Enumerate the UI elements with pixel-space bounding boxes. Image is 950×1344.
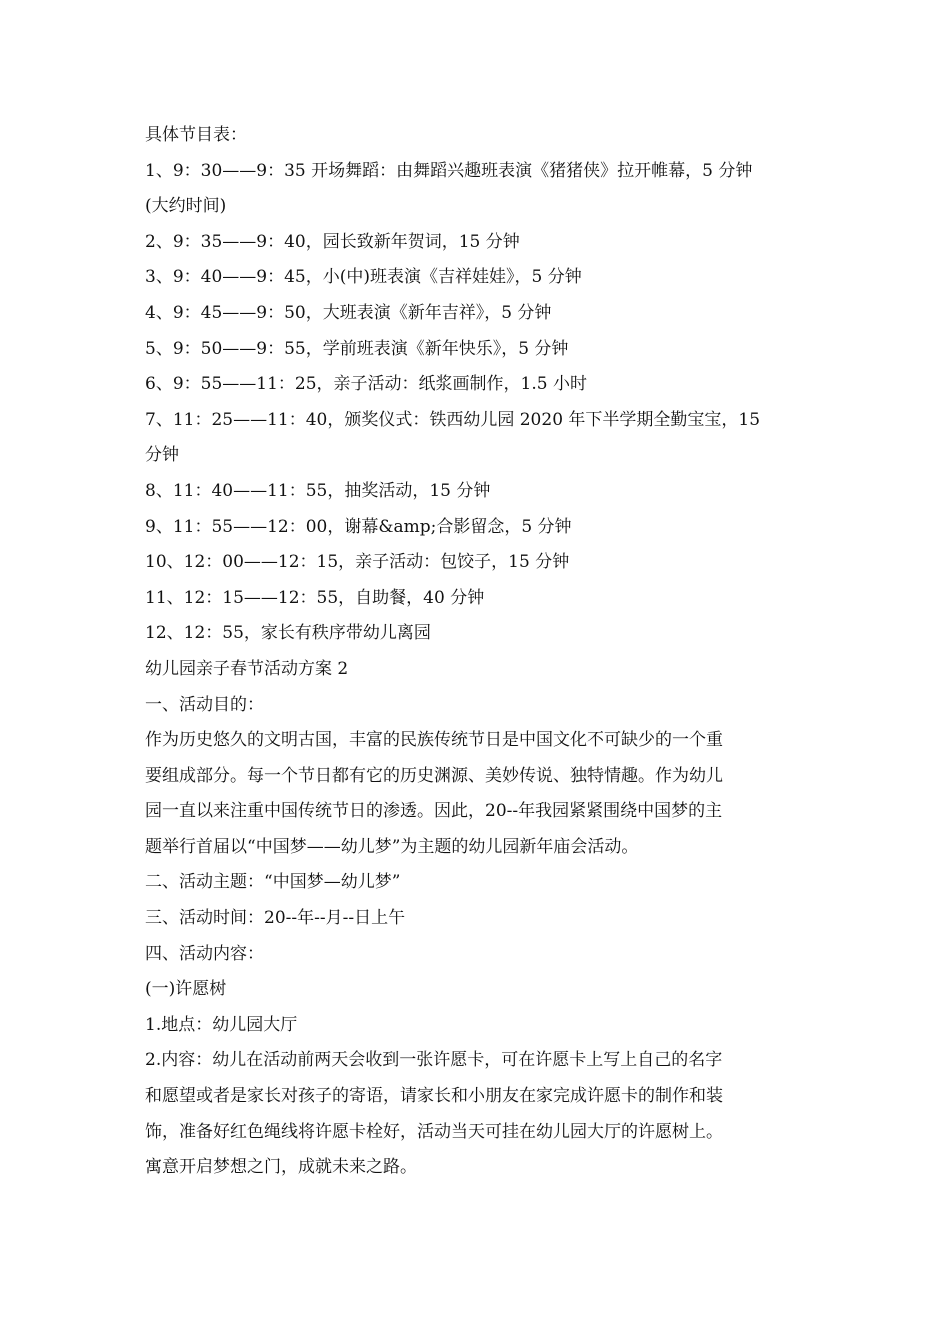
section1-line-4: 题举行首届以“中国梦——幼儿梦”为主题的幼儿园新年庙会活动。 bbox=[145, 836, 639, 857]
sub1-title: (一)许愿树 bbox=[145, 979, 227, 1000]
sub1-location: 1.地点：幼儿园大厅 bbox=[145, 1014, 298, 1035]
schedule-item-3: 3、9：40——9：45，小(中)班表演《吉祥娃娃》，5 分钟 bbox=[145, 267, 582, 288]
schedule-item-4: 4、9：45——9：50，大班表演《新年吉祥》，5 分钟 bbox=[145, 302, 552, 323]
schedule-item-10: 10、12：00——12：15，亲子活动：包饺子，15 分钟 bbox=[145, 552, 570, 573]
sub1-content-line-1: 2.内容：幼儿在活动前两天会收到一张许愿卡，可在许愿卡上写上自己的名字 bbox=[145, 1050, 723, 1071]
sub1-content-line-4: 寓意开启梦想之门，成就未来之路。 bbox=[145, 1157, 417, 1178]
schedule-item-1: 1、9：30——9：35 开场舞蹈：由舞蹈兴趣班表演《猪猪侠》拉开帷幕，5 分钟 bbox=[145, 160, 753, 181]
section4-title: 四、活动内容： bbox=[145, 943, 264, 964]
schedule-item-9: 9、11：55——12：00，谢幕&amp;合影留念，5 分钟 bbox=[145, 516, 572, 537]
section1-line-3: 园一直以来注重中国传统节日的渗透。因此，20--年我园紧紧围绕中国梦的主 bbox=[145, 801, 723, 822]
section1-line-1: 作为历史悠久的文明古国，丰富的民族传统节日是中国文化不可缺少的一个重 bbox=[145, 730, 723, 751]
document-body bbox=[145, 118, 810, 1186]
schedule-heading: 具体节目表： bbox=[145, 125, 247, 145]
schedule-item-7: 7、11：25——11：40，颁奖仪式：铁西幼儿园 2020 年下半学期全勤宝宝，15 bbox=[145, 409, 761, 430]
plan2-title: 幼儿园亲子春节活动方案 2 bbox=[145, 658, 349, 679]
schedule-item-1-cont: (大约时间) bbox=[145, 196, 227, 217]
schedule-item-11: 11、12：15——12：55，自助餐，40 分钟 bbox=[145, 587, 485, 608]
section1-title: 一、活动目的： bbox=[145, 694, 264, 715]
schedule-item-8: 8、11：40——11：55，抽奖活动，15 分钟 bbox=[145, 480, 491, 501]
schedule-item-12: 12、12：55，家长有秩序带幼儿离园 bbox=[145, 623, 431, 644]
section2-title: 二、活动主题：“中国梦—幼儿梦” bbox=[145, 872, 401, 893]
section3-title: 三、活动时间：20--年--月--日上午 bbox=[145, 908, 406, 929]
schedule-item-2: 2、9：35——9：40，园长致新年贺词，15 分钟 bbox=[145, 231, 520, 252]
schedule-item-6: 6、9：55——11：25，亲子活动：纸浆画制作，1.5 小时 bbox=[145, 374, 587, 395]
sub1-content-line-2: 和愿望或者是家长对孩子的寄语，请家长和小朋友在家完成许愿卡的制作和装 bbox=[145, 1086, 723, 1107]
section1-line-2: 要组成部分。每一个节日都有它的历史渊源、美妙传说、独特情趣。作为幼儿 bbox=[145, 765, 723, 786]
schedule-item-5: 5、9：50——9：55，学前班表演《新年快乐》，5 分钟 bbox=[145, 338, 569, 359]
sub1-content-line-3: 饰，准备好红色绳线将许愿卡栓好，活动当天可挂在幼儿园大厅的许愿树上。 bbox=[145, 1121, 723, 1142]
schedule-item-7-cont: 分钟 bbox=[145, 445, 179, 466]
